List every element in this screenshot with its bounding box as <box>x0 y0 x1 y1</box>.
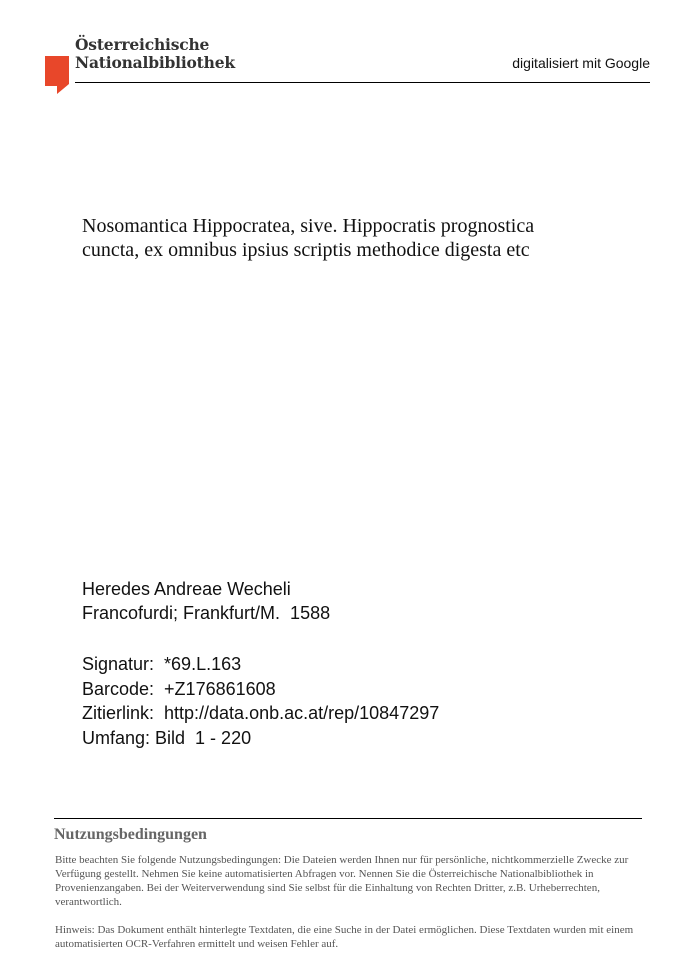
publisher: Heredes Andreae Wecheli <box>82 579 291 599</box>
catalog-metadata <box>82 652 439 750</box>
barcode: Barcode: +Z176861608 <box>82 678 276 699</box>
book-title-line-2: cuncta, ex omnibus ipsius scriptis methodice digesta etc <box>82 239 530 261</box>
terms-body <box>55 853 645 909</box>
extent: Umfang: Bild 1 - 220 <box>82 727 252 748</box>
ocr-hint <box>55 923 645 951</box>
terms-line-4: verantwortlich. <box>55 896 122 908</box>
library-logo <box>45 36 245 96</box>
logo-wordmark <box>75 36 235 72</box>
footer-divider <box>54 818 642 819</box>
digitized-label: digitalisiert mit Google <box>512 55 650 71</box>
terms-line-2: Verfügung gestellt. Nehmen Sie keine automatisierten Abfragen vor. Nennen Sie die Österreichische Nationalbibliothek in <box>55 868 594 880</box>
book-title-line-1: Nosomantica Hippocratea, sive. Hippocratis prognostica <box>82 215 535 237</box>
book-title <box>82 214 602 262</box>
terms-line-1: Bitte beachten Sie folgende Nutzungsbedingungen: Die Dateien werden Ihnen nur für persönliche, nichtkommerzielle Zwecke zur <box>55 854 629 866</box>
publication-info <box>82 577 330 625</box>
header-divider <box>75 82 650 83</box>
logo-mark-icon <box>45 56 69 94</box>
terms-line-3: Provenienzangaben. Bei der Weiterverwendung sind Sie selbst für die Einhaltung von Rechten Dritter, z.B. Urheberrechten, <box>55 882 600 894</box>
hint-line-1: Hinweis: Das Dokument enthält hinterlegte Textdaten, die eine Suche in der Datei ermöglichen. Diese Textdaten wurden mit einem <box>55 924 634 936</box>
logo-line-1: Österreichische <box>75 35 210 54</box>
place-year: Francofurdi; Frankfurt/M. 1588 <box>82 603 331 623</box>
signatur: Signatur: *69.L.163 <box>82 654 242 674</box>
logo-line-2: Nationalbibliothek <box>75 53 235 72</box>
hint-line-2: automatisierten OCR-Verfahren ermittelt und weisen Fehler auf. <box>55 938 339 950</box>
terms-heading: Nutzungsbedingungen <box>54 826 207 843</box>
citation-link[interactable]: Zitierlink: http://data.onb.ac.at/rep/10847297 <box>82 703 440 723</box>
